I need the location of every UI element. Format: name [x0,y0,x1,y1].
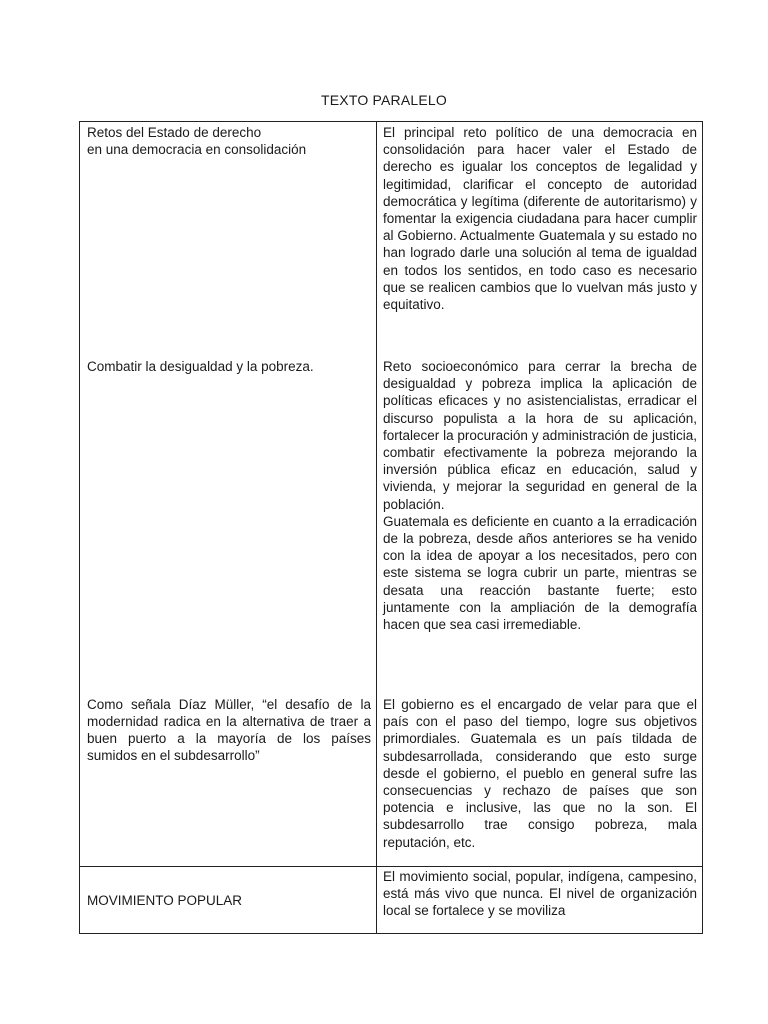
commentary-paragraph: El gobierno es el encargado de velar para que el país con el paso del tiempo, logre sus objetivos primordiales. Guatemala es un país tildada de subdesarrollada, considerando que esto surge desde el gobierno, el pueblo en general sufre las consecuencias y rechazo de países que son potencia e inclusive, las que no la son. El subdesarrollo trae consigo pobreza, mala reputación, etc. [383,697,697,850]
commentary-cell [376,867,702,933]
commentary-paragraph: El movimiento social, popular, indígena, campesino, está más vivo que nunca. El nivel de organización local se fortalece y se moviliza [383,869,697,919]
topic-text: MOVIMIENTO POPULAR [87,892,243,908]
topic-cell [80,356,376,694]
topic-text: en una democracia en consolidación [87,142,307,157]
topic-cell [80,867,376,933]
commentary-paragraph: El principal reto político de una democracia en consolidación para hacer valer el Estado de derecho es igualar los conceptos de legalidad y legitimidad, clarificar el concepto de autoridad democrática y legítima (diferente de autoritarismo) y fomentar la exigencia ciudadana para hacer cumplir al Gobierno. Actualmente Guatemala y su estado no han logrado darle una solución al tema de igualdad en todos los sentidos, en todo caso es necesario que se realicen cambios que lo vuelvan más justo y equitativo. [383,125,697,313]
topic-text: Combatir la desigualdad y la pobreza. [87,359,314,374]
table-row [80,122,702,356]
table-row [80,694,702,866]
table-row [80,866,702,933]
commentary-paragraph: Guatemala es deficiente en cuanto a la erradicación de la pobreza, desde años anteriores se ha venido con la idea de apoyar a los necesitados, pero con este sistema se logra cubrir un parte, mientras se desata una reacción bastante fuerte; esto juntamente con la ampliación de la demografía hacen que sea casi irremediable. [383,513,697,633]
topic-cell [80,694,376,866]
topic-cell [80,122,376,356]
commentary-cell [376,122,702,356]
parallel-text-table [79,121,703,934]
document-title: TEXTO PARALELO [321,92,447,108]
topic-text: Retos del Estado de derecho [87,125,262,140]
commentary-cell [376,694,702,866]
commentary-paragraph: Reto socioeconómico para cerrar la brecha de desigualdad y pobreza implica la aplicación de políticas eficaces y no asistencialistas, erradicar el discurso populista a la hora de su aplicación, fortalecer la procuración y administración de justicia, combatir efectivamente la pobreza mejorando la inversión pública eficaz en educación, salud y vivienda, y mejorar la seguridad en general de la población. [383,359,697,512]
table-row [80,356,702,694]
commentary-cell [376,356,702,694]
topic-text: Como señala Díaz Müller, “el desafío de la modernidad radica en la alternativa de traer a buen puerto a la mayoría de los países sumidos en el subdesarrollo” [87,697,371,763]
